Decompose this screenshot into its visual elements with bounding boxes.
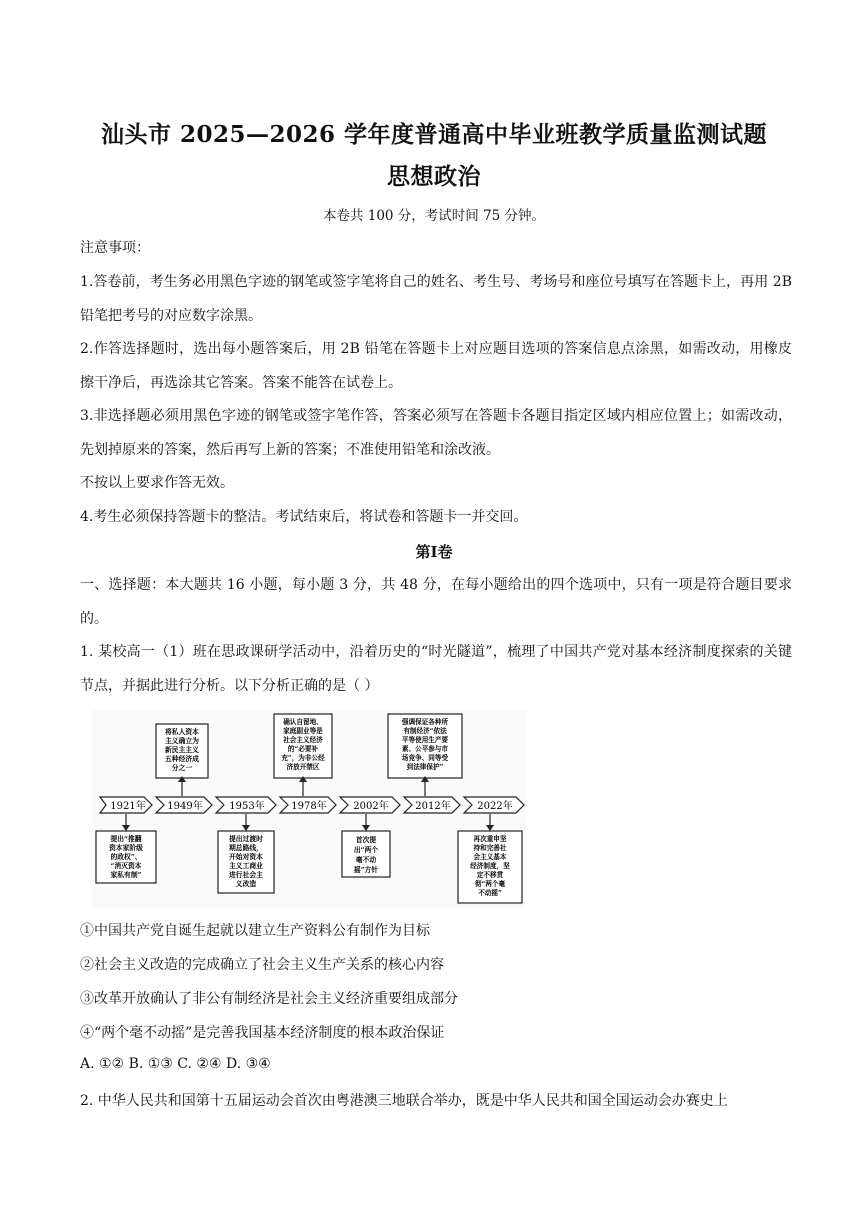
year-label: 2022年 bbox=[477, 801, 513, 812]
event-text: 开始对资本 bbox=[229, 853, 263, 861]
year-label: 1949年 bbox=[167, 801, 203, 812]
event-text: 主义确立为 bbox=[165, 737, 199, 745]
event-text: 强调保证各种所 bbox=[401, 718, 449, 726]
event-text: 社会主义经济 bbox=[283, 736, 323, 744]
event-text: 彻“两个毫 bbox=[474, 880, 506, 888]
event-text: “消灭资本 bbox=[110, 862, 142, 870]
event-text: 济放开禁区 bbox=[286, 763, 320, 771]
option-1: ①中国共产党自诞生起就以建立生产资料公有制作为目标 bbox=[80, 923, 430, 939]
event-text: 义改造 bbox=[235, 880, 257, 888]
question-1-stem: 1. 某校高一（1）班在思政课研学活动中，沿着历史的“时光隧道”，梳理了中国共产党对基本经济制度探索的关键节点，并据此进行分析。以下分析正确的是（ ） bbox=[80, 644, 792, 694]
notes-heading: 注意事项： bbox=[80, 240, 150, 256]
event-text: 场竞争、同等受 bbox=[401, 754, 449, 762]
timeline-svg bbox=[92, 710, 526, 908]
year-label: 1953年 bbox=[229, 801, 265, 812]
event-text: 确认自留地、 bbox=[283, 718, 323, 726]
exam-title: 汕头市 2025—2026 学年度普通高中毕业班教学质量监测试题 bbox=[100, 121, 768, 148]
option-4: ④“两个毫不动摇”是完善我国基本经济制度的根本政治保证 bbox=[80, 1025, 445, 1041]
note-4: 4.考生必须保持答题卡的整洁。考试结束后，将试卷和答题卡一并交回。 bbox=[80, 509, 528, 525]
option-3: ③改革开放确认了非公有制经济是社会主义经济重要组成部分 bbox=[80, 991, 458, 1007]
event-text: 有制经济“依法 bbox=[403, 727, 447, 735]
event-text: 素、公平参与市 bbox=[401, 745, 449, 753]
event-text: 新民主主义 bbox=[165, 746, 199, 754]
event-text: 平等使用生产要 bbox=[401, 736, 449, 744]
section-title: 第Ⅰ卷 bbox=[415, 543, 453, 561]
year-label: 2012年 bbox=[415, 801, 451, 812]
answer-choices: A. ①② B. ①③ C. ②④ D. ③④ bbox=[80, 1056, 271, 1072]
exam-info: 本卷共 100 分，考试时间 75 分钟。 bbox=[322, 208, 546, 224]
note-3b: 不按以上要求作答无效。 bbox=[80, 475, 234, 491]
note-3: 3.非选择题必须用黑色字迹的钢笔或签字笔作答，答案必须写在答题卡各题目指定区域内相应位置上；如需改动，先划掉原来的答案，然后再写上新的答案；不准使用铅笔和涂改液。 bbox=[80, 408, 792, 458]
event-text: 家私有制” bbox=[110, 871, 142, 879]
event-text: 五种经济成 bbox=[165, 755, 199, 763]
year-label: 1978年 bbox=[291, 801, 327, 812]
event-text: 会主义基本 bbox=[473, 853, 507, 861]
event-text: 持和完善社 bbox=[473, 844, 507, 852]
option-2: ②社会主义改造的完成确立了社会主义生产关系的核心内容 bbox=[80, 957, 444, 973]
note-1: 1.答卷前，考生务必用黑色字迹的钢笔或签字笔将自己的姓名、考生号、考场号和座位号填写在答题卡上，再用 2B 铅笔把考号的对应数字涂黑。 bbox=[80, 274, 792, 324]
note-2: 2.作答选择题时，选出每小题答案后，用 2B 铅笔在答题卡上对应题目选项的答案信息点涂黑，如需改动，用橡皮擦干净后，再选涂其它答案。答案不能答在试卷上。 bbox=[80, 341, 792, 391]
event-text: 进行社会主 bbox=[229, 871, 263, 879]
event-text: 提出过渡时 bbox=[229, 835, 263, 843]
event-text: 资本家阶级 bbox=[109, 844, 143, 852]
question-2-stem: 2. 中华人民共和国第十五届运动会首次由粤港澳三地联合举办，既是中华人民共和国全国运动会办赛史上 bbox=[80, 1093, 728, 1109]
event-text: 主义工商业 bbox=[229, 862, 263, 870]
timeline-figure bbox=[92, 710, 526, 908]
event-text: 的“必要补 bbox=[287, 745, 319, 753]
event-text: 分之一 bbox=[171, 764, 193, 772]
year-label: 2002年 bbox=[353, 801, 389, 812]
event-text: 毫不动 bbox=[355, 856, 377, 864]
event-text: 充”，为非公经 bbox=[281, 754, 325, 762]
subject-title: 思想政治 bbox=[387, 163, 481, 190]
section-instructions: 一、选择题：本大题共 16 小题，每小题 3 分，共 48 分，在每小题给出的四个选项中，只有一项是符合题目要求的。 bbox=[80, 577, 792, 627]
event-text: 再次重申坚 bbox=[473, 835, 507, 843]
event-text: 到法律保护” bbox=[406, 763, 444, 771]
event-text: 家庭副业等是 bbox=[283, 727, 323, 735]
event-text: 出“两个 bbox=[353, 846, 379, 854]
event-text: 摇”方针 bbox=[353, 866, 379, 874]
year-label: 1921年 bbox=[110, 801, 146, 812]
event-text: 的政权”、 bbox=[110, 853, 142, 861]
event-text: 不动摇” bbox=[478, 889, 502, 897]
event-text: 定不移贯 bbox=[476, 871, 504, 879]
event-text: 首次提 bbox=[355, 836, 377, 844]
event-text: 提出“推翻 bbox=[110, 835, 142, 843]
event-text: 经济制度，坚 bbox=[470, 862, 510, 870]
event-text: 将私人资本 bbox=[165, 728, 199, 736]
event-text: 期总路线， bbox=[229, 844, 263, 852]
